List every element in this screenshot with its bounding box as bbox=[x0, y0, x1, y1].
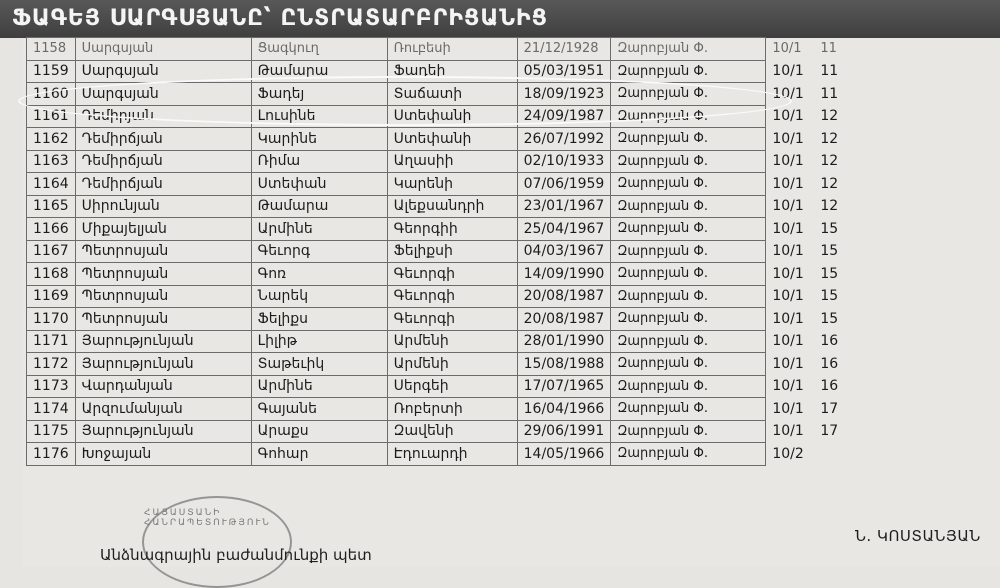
cell-patronymic: Արմենի bbox=[387, 353, 517, 376]
cell-building-apartment bbox=[766, 105, 926, 128]
apartment-number: 11 bbox=[820, 63, 839, 80]
official-stamp bbox=[142, 496, 292, 588]
table-row bbox=[27, 353, 926, 376]
cell-patronymic: Տաճատի bbox=[387, 83, 517, 106]
cell-last-name: Արզումանյան bbox=[75, 398, 251, 421]
signatory-role: Անձնագրային բաժանմունքի պետ bbox=[100, 546, 372, 564]
apartment-number: 11 bbox=[820, 41, 837, 57]
cell-first-name: Լիլիթ bbox=[251, 330, 387, 353]
cell-building-apartment bbox=[766, 375, 926, 398]
building-number: 10/2 bbox=[772, 445, 804, 462]
cell-last-name: Պետրոսյան bbox=[75, 263, 251, 286]
cell-first-name: Կարինե bbox=[251, 128, 387, 151]
cell-building-apartment bbox=[766, 285, 926, 308]
building-number: 10/1 bbox=[772, 378, 804, 395]
cell-last-name: Յարությունյան bbox=[75, 353, 251, 376]
cell-birth-date: 28/01/1990 bbox=[517, 330, 611, 353]
cell-last-name: Դեմիրյան bbox=[75, 105, 251, 128]
cell-address: Զարոբյան Փ. bbox=[611, 173, 766, 196]
table-row bbox=[27, 150, 926, 173]
apartment-number: 15 bbox=[820, 265, 839, 282]
cell-address: Զարոբյան Փ. bbox=[611, 285, 766, 308]
cell-building-apartment bbox=[766, 353, 926, 376]
cell-birth-date: 02/10/1933 bbox=[517, 150, 611, 173]
cell-first-name: Ֆադեյ bbox=[251, 83, 387, 106]
apartment-number: 16 bbox=[820, 355, 839, 372]
table-row bbox=[27, 38, 926, 61]
cell-patronymic: Ֆելիքսի bbox=[387, 240, 517, 263]
cell-first-name: Թամարա bbox=[251, 195, 387, 218]
cell-number: 1176 bbox=[27, 443, 76, 466]
cell-building-apartment bbox=[766, 195, 926, 218]
cell-last-name: Յարությունյան bbox=[75, 330, 251, 353]
table-row bbox=[27, 308, 926, 331]
cell-first-name: Արմինե bbox=[251, 375, 387, 398]
cell-building-apartment bbox=[766, 38, 926, 61]
cell-patronymic: Ստեփանի bbox=[387, 128, 517, 151]
cell-address: Զարոբյան Փ. bbox=[611, 330, 766, 353]
building-number: 10/1 bbox=[772, 243, 804, 260]
cell-patronymic: Ստեփանի bbox=[387, 105, 517, 128]
cell-number: 1167 bbox=[27, 240, 76, 263]
building-number: 10/1 bbox=[772, 198, 804, 215]
building-number: 10/1 bbox=[772, 153, 804, 170]
cell-building-apartment bbox=[766, 443, 926, 466]
cell-patronymic: Սերգեի bbox=[387, 375, 517, 398]
cell-number: 1168 bbox=[27, 263, 76, 286]
cell-building-apartment bbox=[766, 150, 926, 173]
cell-building-apartment bbox=[766, 263, 926, 286]
apartment-number: 17 bbox=[820, 400, 839, 417]
cell-number: 1158 bbox=[27, 38, 76, 61]
building-number: 10/1 bbox=[772, 400, 804, 417]
cell-birth-date: 20/08/1987 bbox=[517, 308, 611, 331]
cell-birth-date: 20/08/1987 bbox=[517, 285, 611, 308]
cell-first-name: Արմինե bbox=[251, 218, 387, 241]
cell-address: Զարոբյան Փ. bbox=[611, 38, 766, 61]
table-row bbox=[27, 218, 926, 241]
cell-address: Զարոբյան Փ. bbox=[611, 353, 766, 376]
apartment-number: 12 bbox=[820, 175, 839, 192]
cell-patronymic: Գեւորգի bbox=[387, 263, 517, 286]
cell-birth-date: 07/06/1959 bbox=[517, 173, 611, 196]
cell-first-name: Նարեկ bbox=[251, 285, 387, 308]
table-row bbox=[27, 195, 926, 218]
cell-building-apartment bbox=[766, 218, 926, 241]
table-row bbox=[27, 375, 926, 398]
cell-birth-date: 21/12/1928 bbox=[517, 38, 611, 61]
cell-number: 1171 bbox=[27, 330, 76, 353]
building-number: 10/1 bbox=[772, 265, 804, 282]
cell-number: 1169 bbox=[27, 285, 76, 308]
building-number: 10/1 bbox=[772, 108, 804, 125]
cell-first-name: Գեւորգ bbox=[251, 240, 387, 263]
cell-birth-date: 26/07/1992 bbox=[517, 128, 611, 151]
cell-address: Զարոբյան Փ. bbox=[611, 128, 766, 151]
cell-last-name: Սարգսյան bbox=[75, 38, 251, 61]
table-row bbox=[27, 398, 926, 421]
cell-address: Զարոբյան Փ. bbox=[611, 218, 766, 241]
cell-number: 1161 bbox=[27, 105, 76, 128]
table-row bbox=[27, 330, 926, 353]
building-number: 10/1 bbox=[772, 85, 804, 102]
signatory-name: Ն. ԿՈՍՏԱՆՅԱՆ bbox=[855, 527, 981, 545]
cell-number: 1165 bbox=[27, 195, 76, 218]
cell-first-name: Ռիմա bbox=[251, 150, 387, 173]
cell-last-name: Վարդանյան bbox=[75, 375, 251, 398]
cell-address: Զարոբյան Փ. bbox=[611, 150, 766, 173]
cell-address: Զարոբյան Փ. bbox=[611, 308, 766, 331]
building-number: 10/1 bbox=[772, 130, 804, 147]
cell-patronymic: Գեւորգի bbox=[387, 308, 517, 331]
cell-last-name: Սարգսյան bbox=[75, 60, 251, 83]
cell-patronymic: Արմենի bbox=[387, 330, 517, 353]
cell-number: 1170 bbox=[27, 308, 76, 331]
cell-last-name: Սիրունյան bbox=[75, 195, 251, 218]
cell-last-name: Սարգսյան bbox=[75, 83, 251, 106]
cell-birth-date: 16/04/1966 bbox=[517, 398, 611, 421]
cell-address: Զարոբյան Փ. bbox=[611, 375, 766, 398]
cell-first-name: Գոռ bbox=[251, 263, 387, 286]
cell-birth-date: 25/04/1967 bbox=[517, 218, 611, 241]
apartment-number: 11 bbox=[820, 85, 839, 102]
apartment-number: 15 bbox=[820, 310, 839, 327]
apartment-number: 15 bbox=[820, 288, 839, 305]
cell-number: 1163 bbox=[27, 150, 76, 173]
cell-building-apartment bbox=[766, 398, 926, 421]
cell-patronymic: Գեորգիի bbox=[387, 218, 517, 241]
apartment-number: 12 bbox=[820, 198, 839, 215]
apartment-number: 15 bbox=[820, 220, 839, 237]
table-row bbox=[27, 173, 926, 196]
section-header: ՖԱԳԵՅ ՍԱՐԳՍՅԱՆԸ՝ ԸՆՏՐԱՏԱՐԲՐԻՑԱՆԻՑ bbox=[0, 0, 1000, 38]
cell-first-name: Գայանե bbox=[251, 398, 387, 421]
cell-birth-date: 14/09/1990 bbox=[517, 263, 611, 286]
building-number: 10/1 bbox=[772, 288, 804, 305]
cell-building-apartment bbox=[766, 83, 926, 106]
table-row bbox=[27, 285, 926, 308]
apartment-number: 12 bbox=[820, 153, 839, 170]
cell-birth-date: 29/06/1991 bbox=[517, 420, 611, 443]
cell-last-name: Պետրոսյան bbox=[75, 240, 251, 263]
cell-first-name: Թամարա bbox=[251, 60, 387, 83]
cell-patronymic: Էդուարդի bbox=[387, 443, 517, 466]
table-row bbox=[27, 83, 926, 106]
cell-number: 1173 bbox=[27, 375, 76, 398]
apartment-number: 12 bbox=[820, 130, 839, 147]
cell-last-name: Դեմիրճյան bbox=[75, 150, 251, 173]
cell-address: Զարոբյան Փ. bbox=[611, 195, 766, 218]
cell-first-name: Գոհար bbox=[251, 443, 387, 466]
cell-first-name: Ստեփան bbox=[251, 173, 387, 196]
cell-address: Զարոբյան Փ. bbox=[611, 60, 766, 83]
cell-last-name: Պետրոսյան bbox=[75, 285, 251, 308]
cell-number: 1164 bbox=[27, 173, 76, 196]
cell-building-apartment bbox=[766, 173, 926, 196]
cell-number: 1162 bbox=[27, 128, 76, 151]
cell-first-name: Տաթեւիկ bbox=[251, 353, 387, 376]
building-number: 10/1 bbox=[772, 310, 804, 327]
table-row bbox=[27, 128, 926, 151]
apartment-number: 16 bbox=[820, 333, 839, 350]
cell-birth-date: 17/07/1965 bbox=[517, 375, 611, 398]
cell-last-name: Խոջայան bbox=[75, 443, 251, 466]
stamp-text: ՀԱՅԱՍՏԱՆԻ ՀԱՆՐԱՊԵՏՈՒԹՅՈՒՆ bbox=[144, 508, 271, 528]
cell-birth-date: 14/05/1966 bbox=[517, 443, 611, 466]
cell-patronymic: Ալեքսանդրի bbox=[387, 195, 517, 218]
cell-address: Զարոբյան Փ. bbox=[611, 83, 766, 106]
cell-building-apartment bbox=[766, 330, 926, 353]
cell-address: Զարոբյան Փ. bbox=[611, 263, 766, 286]
cell-address: Զարոբյան Փ. bbox=[611, 105, 766, 128]
cell-patronymic: Ռոբերտի bbox=[387, 398, 517, 421]
voter-list-table bbox=[26, 37, 926, 466]
building-number: 10/1 bbox=[772, 63, 804, 80]
table-row bbox=[27, 240, 926, 263]
cell-birth-date: 18/09/1923 bbox=[517, 83, 611, 106]
table-row bbox=[27, 105, 926, 128]
cell-birth-date: 24/09/1987 bbox=[517, 105, 611, 128]
cell-last-name: Դեմիրճյան bbox=[75, 173, 251, 196]
cell-last-name: Պետրոսյան bbox=[75, 308, 251, 331]
building-number: 10/1 bbox=[772, 355, 804, 372]
cell-address: Զարոբյան Փ. bbox=[611, 420, 766, 443]
apartment-number: 12 bbox=[820, 108, 839, 125]
table-row bbox=[27, 263, 926, 286]
cell-first-name: Արաքս bbox=[251, 420, 387, 443]
cell-address: Զարոբյան Փ. bbox=[611, 443, 766, 466]
building-number: 10/1 bbox=[772, 175, 804, 192]
cell-building-apartment bbox=[766, 240, 926, 263]
cell-address: Զարոբյան Փ. bbox=[611, 398, 766, 421]
building-number: 10/1 bbox=[772, 220, 804, 237]
cell-patronymic: Ռուբեսի bbox=[387, 38, 517, 61]
cell-last-name: Յարությունյան bbox=[75, 420, 251, 443]
apartment-number: 17 bbox=[820, 423, 839, 440]
cell-patronymic: Աղասիի bbox=[387, 150, 517, 173]
cell-address: Զարոբյան Փ. bbox=[611, 240, 766, 263]
cell-birth-date: 05/03/1951 bbox=[517, 60, 611, 83]
building-number: 10/1 bbox=[772, 333, 804, 350]
cell-first-name: Ցագկուղ bbox=[251, 38, 387, 61]
apartment-number: 15 bbox=[820, 243, 839, 260]
table-row bbox=[27, 443, 926, 466]
cell-number: 1159 bbox=[27, 60, 76, 83]
cell-first-name: Լուսինե bbox=[251, 105, 387, 128]
cell-birth-date: 23/01/1967 bbox=[517, 195, 611, 218]
cell-building-apartment bbox=[766, 60, 926, 83]
cell-birth-date: 04/03/1967 bbox=[517, 240, 611, 263]
cell-patronymic: Կարենի bbox=[387, 173, 517, 196]
cell-building-apartment bbox=[766, 308, 926, 331]
cell-building-apartment bbox=[766, 420, 926, 443]
voter-list-rows bbox=[27, 38, 926, 466]
cell-number: 1175 bbox=[27, 420, 76, 443]
cell-number: 1174 bbox=[27, 398, 76, 421]
building-number: 10/1 bbox=[772, 423, 804, 440]
table-row bbox=[27, 420, 926, 443]
cell-last-name: Դեմիրճյան bbox=[75, 128, 251, 151]
apartment-number: 16 bbox=[820, 378, 839, 395]
cell-patronymic: Զավենի bbox=[387, 420, 517, 443]
cell-number: 1160 bbox=[27, 83, 76, 106]
cell-last-name: Միքայելյան bbox=[75, 218, 251, 241]
cell-building-apartment bbox=[766, 128, 926, 151]
cell-patronymic: Գեւորգի bbox=[387, 285, 517, 308]
table-row bbox=[27, 60, 926, 83]
cell-number: 1172 bbox=[27, 353, 76, 376]
cell-patronymic: Ֆադեի bbox=[387, 60, 517, 83]
cell-first-name: Ֆելիքս bbox=[251, 308, 387, 331]
cell-birth-date: 15/08/1988 bbox=[517, 353, 611, 376]
building-number: 10/1 bbox=[772, 41, 802, 57]
cell-number: 1166 bbox=[27, 218, 76, 241]
